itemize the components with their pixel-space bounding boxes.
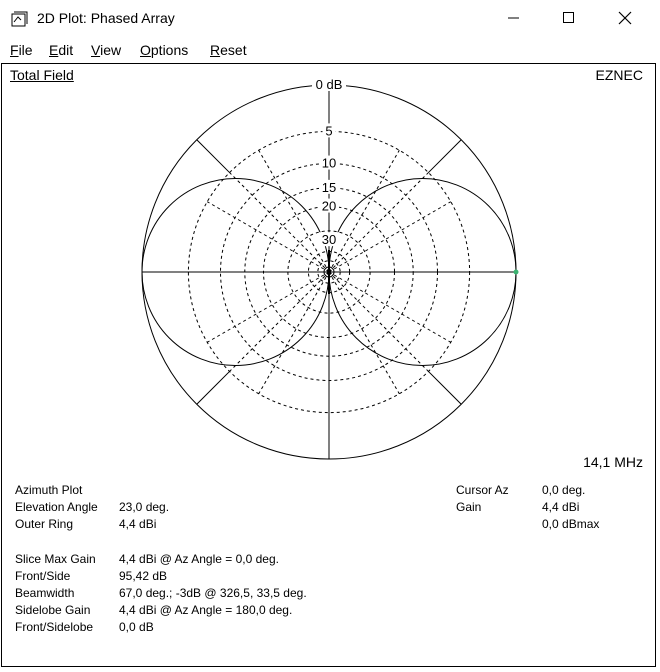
- app-icon: [10, 10, 28, 28]
- info-label: Elevation Angle: [15, 500, 98, 514]
- info-label: Front/Side: [15, 569, 71, 583]
- menu-view[interactable]: [91, 42, 121, 58]
- info-panel: [1, 478, 656, 667]
- ring-label: 0 dB: [315, 77, 343, 92]
- menu-edit-mnemonic: E: [49, 42, 59, 58]
- gain-dbmax-value: 0,0 dBmax: [542, 517, 600, 531]
- info-value: 0,0 dB: [119, 620, 154, 634]
- menu-file-label: ile: [18, 42, 33, 58]
- menu-edit-label: dit: [58, 42, 74, 58]
- info-label: Front/Sidelobe: [15, 620, 94, 634]
- info-label: Slice Max Gain: [15, 552, 96, 566]
- polar-plot[interactable]: [2, 64, 655, 478]
- menu-file-mnemonic: F: [10, 42, 19, 58]
- spoke-inner: [329, 173, 428, 272]
- window-title: 2D Plot: Phased Array: [37, 10, 175, 26]
- program-label: EZNEC: [595, 67, 643, 83]
- gain-label: Gain: [456, 500, 482, 514]
- cursor-az-value: 0,0 deg.: [542, 483, 586, 497]
- ring-label: 30: [321, 232, 337, 248]
- plot-area[interactable]: [1, 63, 656, 479]
- spoke-outer: [197, 371, 230, 404]
- minimize-button[interactable]: [486, 0, 544, 38]
- menu-options-mnemonic: O: [140, 42, 151, 58]
- ring-label: 15: [321, 179, 337, 195]
- gain-value: 4,4 dBi: [542, 500, 580, 514]
- menu-view-label: iew: [100, 42, 122, 58]
- ring-label: 10: [321, 155, 337, 171]
- radial-dashed: [329, 272, 399, 394]
- info-label: Azimuth Plot: [15, 483, 83, 497]
- info-value: 23,0 deg.: [119, 500, 170, 514]
- radial-dashed: [207, 272, 329, 342]
- plot-heading: Total Field: [10, 67, 74, 83]
- close-button[interactable]: [597, 0, 655, 38]
- cursor-az-label: Cursor Az: [456, 483, 509, 497]
- radial-dashed: [207, 202, 329, 272]
- minimize-icon: [507, 11, 521, 25]
- info-value: 95,42 dB: [119, 569, 168, 583]
- ring-label: 20: [321, 198, 337, 214]
- menu-reset-mnemonic: R: [210, 42, 221, 58]
- spoke-outer: [197, 140, 230, 173]
- radial-dashed: [329, 272, 451, 342]
- frequency-label: 14,1 MHz: [583, 454, 643, 470]
- menu-file[interactable]: [10, 42, 33, 58]
- radial-dashed: [329, 150, 399, 272]
- menu-reset-label: eset: [220, 42, 247, 58]
- menu-reset[interactable]: [210, 42, 247, 58]
- info-value: 4,4 dBi: [119, 517, 157, 531]
- menu-view-mnemonic: V: [91, 42, 101, 58]
- info-value: 67,0 deg.; -3dB @ 326,5, 33,5 deg.: [119, 586, 307, 600]
- spoke-outer: [428, 140, 461, 173]
- info-label: Sidelobe Gain: [15, 603, 91, 617]
- menu-options[interactable]: [140, 42, 188, 58]
- info-label: Outer Ring: [15, 517, 74, 531]
- maximize-icon: [562, 11, 576, 25]
- menu-edit[interactable]: [49, 42, 73, 58]
- spoke-outer: [428, 371, 461, 404]
- close-icon: [618, 11, 632, 25]
- info-value: 4,4 dBi @ Az Angle = 0,0 deg.: [119, 552, 279, 566]
- menu-options-label: ptions: [150, 42, 189, 58]
- radial-dashed: [329, 202, 451, 272]
- info-label: Beamwidth: [15, 586, 75, 600]
- menu-bar: [0, 38, 660, 62]
- info-value: 4,4 dBi @ Az Angle = 180,0 deg.: [119, 603, 293, 617]
- title-bar: [0, 0, 660, 38]
- maximize-button[interactable]: [541, 0, 599, 38]
- ring-label: 5: [325, 123, 333, 139]
- cursor-marker: [514, 270, 519, 275]
- spoke-inner: [329, 272, 428, 371]
